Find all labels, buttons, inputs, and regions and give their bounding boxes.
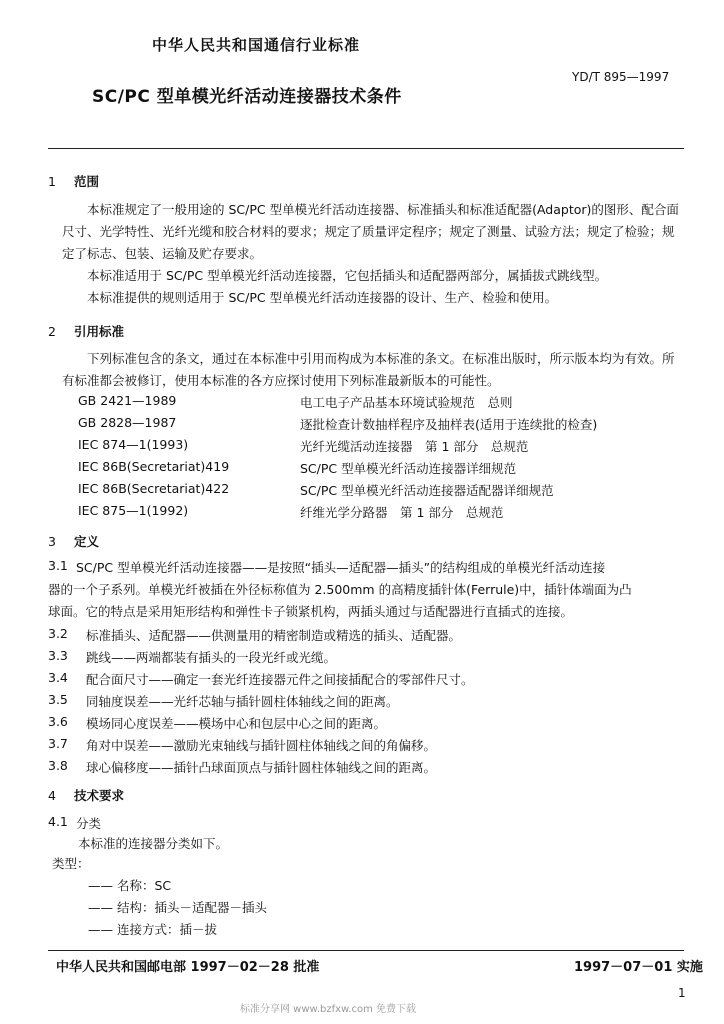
definition-text: 标准插头、适配器——供测量用的精密制造或精选的插头、适配器。: [86, 628, 462, 643]
ref-title: 电工电子产品基本环境试验规范 总则: [300, 395, 513, 410]
definition-text: 角对中误差——激励光束轴线与插针圆柱体轴线之间的角偏移。: [86, 738, 437, 753]
definition-number: 3.2: [48, 626, 68, 641]
type-item-structure: —— 结构：插头－适配器－插头: [88, 900, 267, 915]
definition-text: 配合面尺寸——确定一套光纤连接器元件之间接插配合的零部件尺寸。: [86, 672, 474, 687]
effective-date: 1997－07－01 实施: [574, 960, 703, 975]
section-number: 1: [48, 174, 56, 189]
section-3-heading: [48, 532, 99, 550]
ref-title: 光纤光缆活动连接器 第 1 部分 总规范: [300, 439, 529, 454]
section-1-paragraph-2: 本标准适用于 SC/PC 型单模光纤活动连接器，它包括插头和适配器两部分，属插拔式跳线型。: [87, 268, 608, 283]
ref-code: IEC 86B(Secretariat)419: [78, 459, 230, 474]
ref-code: IEC 875—1(1992): [78, 503, 189, 518]
definition-text: 跳线——两端都装有插头的一段光纤或光缆。: [86, 650, 337, 665]
definition-number: 3.4: [48, 670, 68, 685]
definition-number: 3.1: [48, 558, 68, 573]
issuing-org-heading: 中华人民共和国通信行业标准: [152, 36, 361, 54]
section-number: 4: [48, 788, 56, 803]
definition-text: 球心偏移度——插针凸球面顶点与插针圆柱体轴线之间的距离。: [86, 760, 437, 775]
definition-text: 同轴度误差——光纤芯轴与插针圆柱体轴线之间的距离。: [86, 694, 399, 709]
ref-code: GB 2421—1989: [78, 393, 177, 408]
section-title: 范围: [74, 174, 100, 189]
ref-title: 纤维光学分路器 第 1 部分 总规范: [300, 505, 504, 520]
type-label: 类型：: [52, 856, 90, 871]
section-4-heading: [48, 786, 124, 804]
definition-number: 3.7: [48, 736, 68, 751]
subsection-title: 分类: [76, 816, 102, 831]
section-1-heading: [48, 172, 99, 190]
section-title: 定义: [74, 534, 100, 549]
section-2-heading: [48, 322, 124, 340]
definition-number: 3.5: [48, 692, 68, 707]
standard-code: YD/T 895—1997: [572, 70, 670, 84]
section-1-paragraph-1: 本标准规定了一般用途的 SC/PC 型单模光纤活动连接器、标准插头和标准适配器(Adaptor)的图形、配合面尺寸、光学特性、光纤光缆和胶合材料的要求；规定了质量评定程序；规定了测量、试验方法；规定了检验；规定了标志、包装、运输及贮存要求。: [62, 202, 679, 261]
issue-date: 中华人民共和国邮电部 1997－02－28 批准: [56, 960, 320, 975]
section-title: 技术要求: [74, 788, 125, 803]
classification-intro: 本标准的连接器分类如下。: [78, 836, 229, 851]
definition-number: 3.8: [48, 758, 68, 773]
ref-code: GB 2828—1987: [78, 415, 177, 430]
definition-3-1-line-1: SC/PC 型单模光纤活动连接器——是按照“插头—适配器—插头”的结构组成的单模光纤活动连接: [76, 560, 606, 575]
ref-code: IEC 874—1(1993): [78, 437, 189, 452]
footer-divider: [48, 950, 684, 951]
definition-3-1-line-3: 球面。它的特点是采用矩形结构和弹性卡子锁紧机构，两插头通过与适配器进行直插式的连接。: [48, 604, 574, 619]
section-2-intro: 下列标准包含的条文，通过在本标准中引用而构成为本标准的条文。在标准出版时，所示版本均为有效。所有标准都会被修订，使用本标准的各方应探讨使用下列标准最新版本的可能性。: [62, 351, 675, 388]
section-number: 2: [48, 324, 56, 339]
ref-title: 逐批检查计数抽样程序及抽样表(适用于连续批的检查): [300, 417, 598, 432]
page-number: 1: [678, 986, 686, 1000]
ref-code: IEC 86B(Secretariat)422: [78, 481, 230, 496]
document-title: SC/PC 型单模光纤活动连接器技术条件: [92, 87, 402, 107]
watermark-text: 标准分享网 www.bzfxw.com 免费下载: [240, 1004, 416, 1015]
header-divider: [48, 148, 684, 149]
section-number: 3: [48, 534, 56, 549]
definition-text: 模场同心度误差——模场中心和包层中心之间的距离。: [86, 716, 387, 731]
type-item-name: —— 名称：SC: [88, 878, 172, 893]
ref-title: SC/PC 型单模光纤活动连接器详细规范: [300, 461, 517, 476]
section-title: 引用标准: [74, 324, 125, 339]
subsection-number: 4.1: [48, 814, 68, 829]
definition-number: 3.6: [48, 714, 68, 729]
definition-number: 3.3: [48, 648, 68, 663]
section-1-paragraph-3: 本标准提供的规则适用于 SC/PC 型单模光纤活动连接器的设计、生产、检验和使用。: [87, 290, 558, 305]
type-item-connection: —— 连接方式：插－拔: [88, 922, 217, 937]
ref-title: SC/PC 型单模光纤活动连接器适配器详细规范: [300, 483, 554, 498]
definition-3-1-line-2: 器的一个子系列。单模光纤被插在外径标称值为 2.500mm 的高精度插针体(Ferrule)中，插针体端面为凸: [48, 582, 632, 597]
